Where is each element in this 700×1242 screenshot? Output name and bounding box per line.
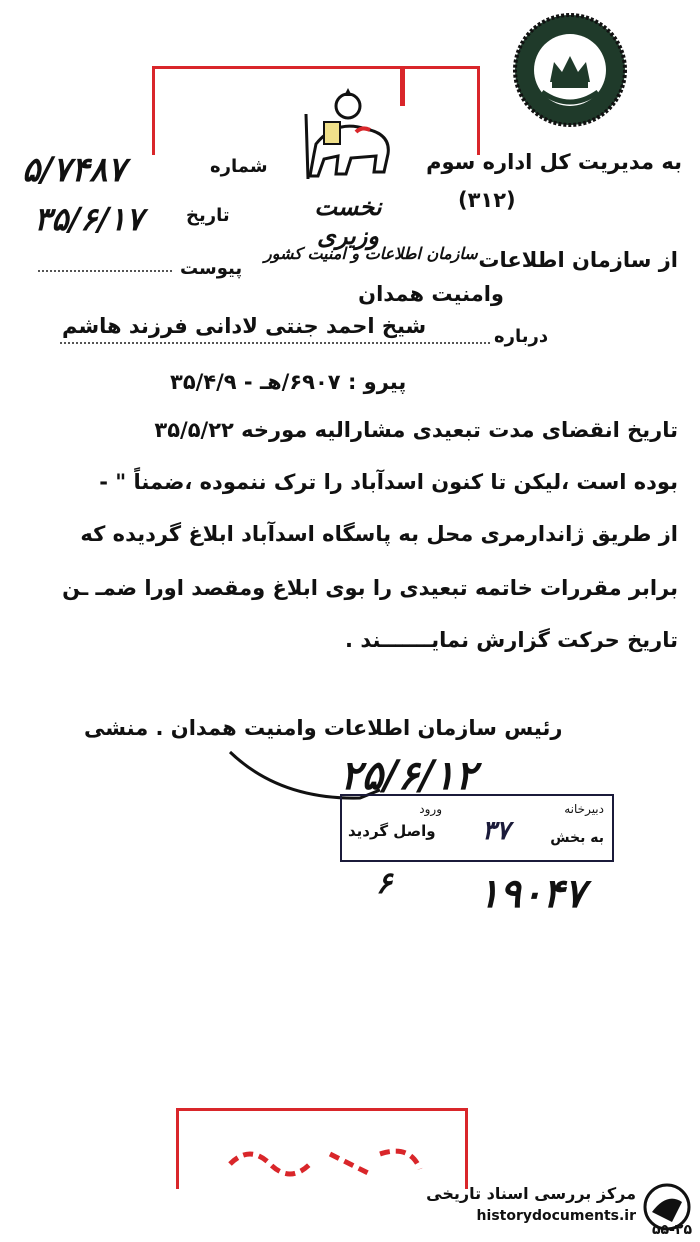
lion-sun-icon (296, 84, 406, 184)
stamp-line-4: واصل گردید (348, 822, 436, 840)
signature-handwritten: ۲۵/۶/۱۲ (340, 752, 477, 799)
date-value: ۳۵/۶/۱۷ (34, 200, 144, 238)
watermark (416, 1180, 696, 1238)
stamp-line-3: به بخش (550, 830, 604, 846)
reference-line: پیرو : ۶۹۰۷/هـ - ۳۵/۴/۹ (170, 370, 407, 394)
stamp-note: ۳۷ (482, 816, 510, 846)
attachment-dots (38, 270, 172, 272)
crown-emblem (512, 12, 628, 128)
stamp-line-1: دبیرخانه (564, 802, 604, 816)
handwritten-mark: ۶ (376, 866, 393, 901)
crown-emblem-graphic (512, 12, 628, 128)
to-code: (۳۱۲) (458, 188, 516, 212)
body-line-3: از طریق ژاندارمری محل به پاسگاه اسدآباد ابلاغ گردیده که (80, 522, 678, 546)
org-name: نخست وزیری (314, 192, 382, 250)
date-label: تاریخ (186, 205, 230, 226)
subject-value: شیخ احمد جنتی لادانی فرزند هاشم (62, 314, 427, 338)
watermark-name: مرکز بررسی اسناد تاریخی (426, 1184, 636, 1203)
receipt-stamp (340, 794, 614, 862)
handwritten-number: ۱۹۰۴۷ (478, 870, 586, 917)
from-stamp: سازمان اطلاعات و امنیت کشور (264, 244, 478, 263)
body-line-5: تاریخ حرکت گزارش نمایـــــــند . (345, 628, 678, 652)
watermark-url: historydocuments.ir (476, 1208, 636, 1224)
body-line-2: بوده است ،لیکن تا کنون اسدآباد را ترک ننموده ،ضمناً " - (99, 470, 678, 494)
subject-dots (60, 342, 490, 344)
body-line-4: برابر مقررات خاتمه تبعیدی را بوی ابلاغ ومقصد اورا ضمـ ـن (62, 576, 678, 600)
to-line: به مدیریت کل اداره سوم (426, 150, 682, 174)
bottom-red-stamp (220, 1134, 440, 1184)
lion-sun-emblem (296, 84, 406, 184)
number-label: شماره (210, 156, 268, 177)
page-code: ۵۵-۲۵ (652, 1222, 692, 1238)
from-line: از سازمان اطلاعات (478, 248, 678, 272)
number-value: ۵/۷۴۸۷ (22, 150, 126, 190)
attachment-label: پیوست (180, 258, 243, 279)
subject-label: درباره (494, 326, 549, 347)
from-line-2: وامنیت همدان (358, 282, 504, 306)
body-line-1: تاریخ انقضای مدت تبعیدی مشارالیه مورخه ۳۵/۵/۲۲ (154, 418, 678, 442)
signature-title: رئیس سازمان اطلاعات وامنیت همدان . منشی (84, 716, 563, 740)
stamp-line-2: ورود (419, 802, 442, 816)
